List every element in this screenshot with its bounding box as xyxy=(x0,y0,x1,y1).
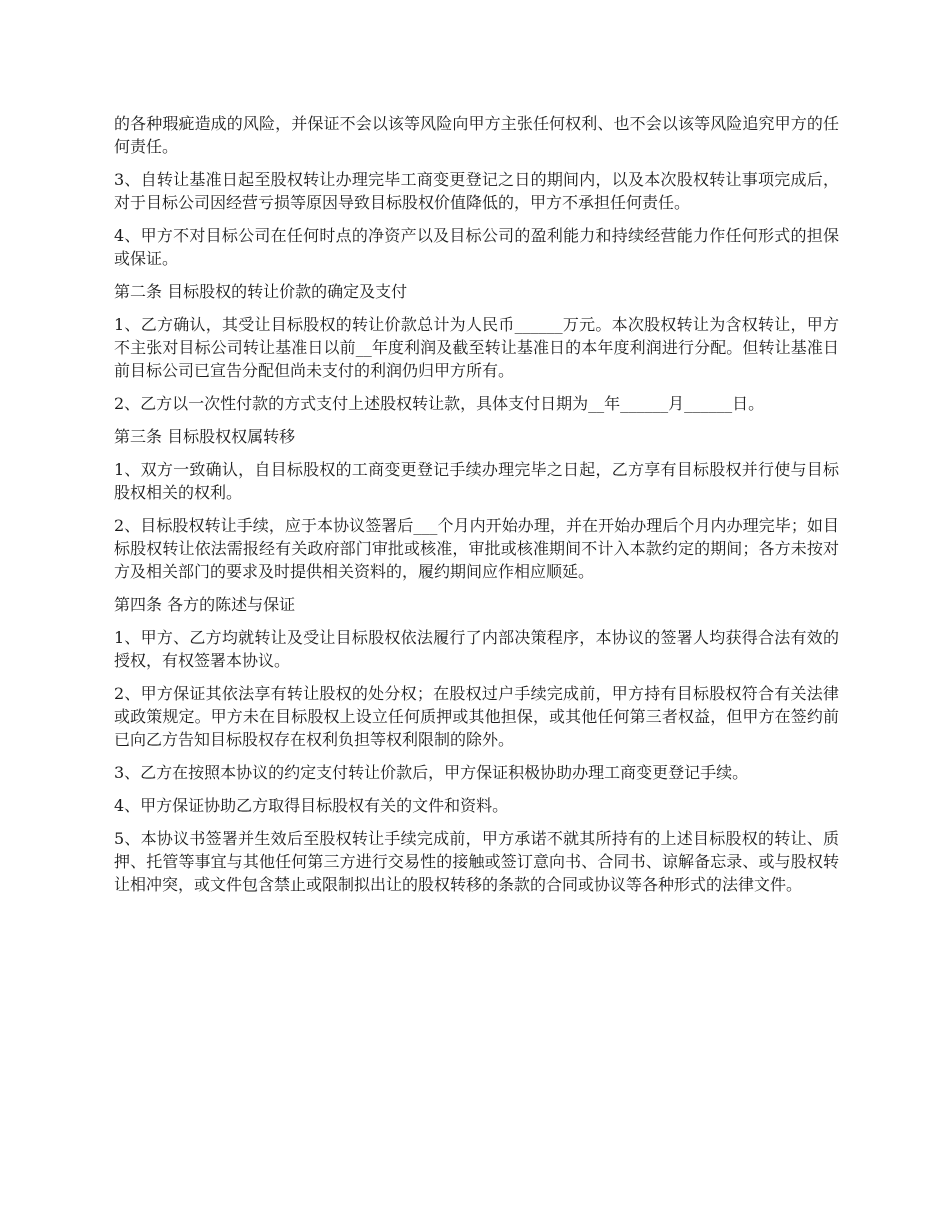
paragraph-article-2-price: 1、乙方确认，其受让目标股权的转让价款总计为人民币______万元。本次股权转让为含权转让，甲方不主张对目标公司转让基准日以前__年度利润及截至转让基准日的本年度利润进行分配。但转让基准日前目标公司已宣告分配但尚未支付的利润仍归甲方所有。 xyxy=(114,315,839,380)
article-2-heading: 第二条 目标股权的转让价款的确定及支付 xyxy=(114,282,408,301)
paragraph-risk-continuation: 的各种瑕疵造成的风险，并保证不会以该等风险向甲方主张任何权利、也不会以该等风险追究甲方的任何责任。 xyxy=(114,114,839,156)
document-page xyxy=(114,112,839,906)
paragraph-article-4-documents: 4、甲方保证协助乙方取得目标股权有关的文件和资料。 xyxy=(114,796,509,815)
paragraph-clause-3-no-liability: 3、自转让基准日起至股权转让办理完毕工商变更登记之日的期间内，以及本次股权转让事项完成后，对于目标公司因经营亏损等原因导致目标股权价值降低的，甲方不承担任何责任。 xyxy=(114,170,839,212)
paragraph-article-4-registration-help: 3、乙方在按照本协议的约定支付转让价款后，甲方保证积极协助办理工商变更登记手续。 xyxy=(114,763,749,782)
paragraph-article-4-exclusivity: 5、本协议书签署并生效后至股权转让手续完成前，甲方承诺不就其所持有的上述目标股权的转让、质押、托管等事宜与其他任何第三方进行交易性的接触或签订意向书、合同书、谅解备忘录、或与股权转让相冲突，或文件包含禁止或限制拟出让的股权转移的条款的合同或协议等各种形式的法律文件。 xyxy=(114,829,839,894)
article-4-heading: 第四条 各方的陈述与保证 xyxy=(114,595,296,614)
article-3-heading: 第三条 目标股权权属转移 xyxy=(114,427,296,446)
paragraph-article-4-disposal-right: 2、甲方保证其依法享有转让股权的处分权；在股权过户手续完成前，甲方持有目标股权符合有关法律或政策规定。甲方未在目标股权上设立任何质押或其他担保，或其他任何第三者权益，但甲方在签约前已向乙方告知目标股权存在权利负担等权利限制的除外。 xyxy=(114,684,839,749)
paragraph-article-2-payment: 2、乙方以一次性付款的方式支付上述股权转让款，具体支付日期为__年______月______日。 xyxy=(114,394,765,413)
paragraph-article-4-authorization: 1、甲方、乙方均就转让及受让目标股权依法履行了内部决策程序，本协议的签署人均获得合法有效的授权，有权签署本协议。 xyxy=(114,628,839,670)
paragraph-article-3-procedures: 2、目标股权转让手续，应于本协议签署后___个月内开始办理，并在开始办理后个月内办理完毕；如目标股权转让依法需报经有关政府部门审批或核准，审批或核准期间不计入本款约定的期间；各方未按对方及相关部门的要求及时提供相关资料的，履约期间应作相应顺延。 xyxy=(114,516,839,581)
paragraph-clause-4-no-guarantee: 4、甲方不对目标公司在任何时点的净资产以及目标公司的盈利能力和持续经营能力作任何形式的担保或保证。 xyxy=(114,226,839,268)
paragraph-article-3-rights: 1、双方一致确认，自目标股权的工商变更登记手续办理完毕之日起，乙方享有目标股权并行使与目标股权相关的权利。 xyxy=(114,460,839,502)
